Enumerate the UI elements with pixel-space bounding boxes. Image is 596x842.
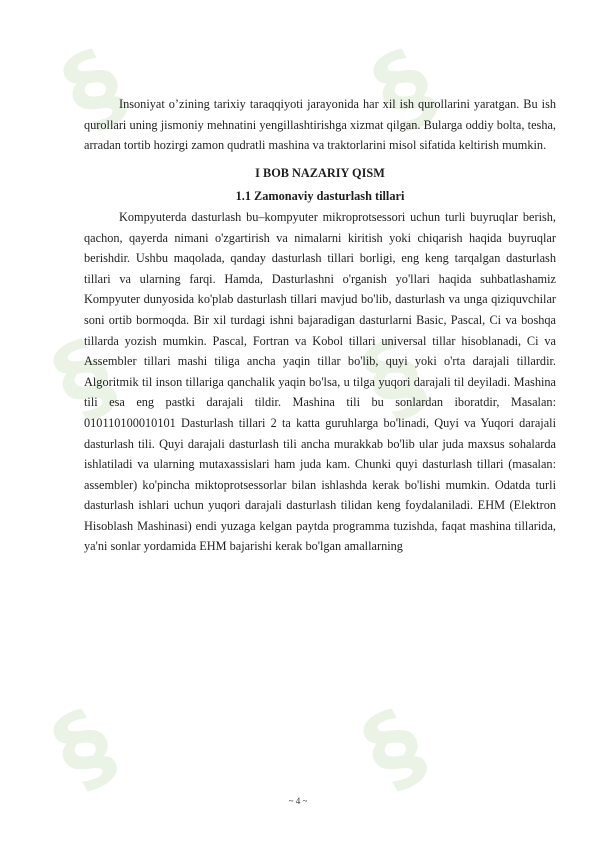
document-body [84, 94, 556, 557]
main-paragraph: Kompyuterda dasturlash bu–kompyuter mikroprotsessori uchun turli buyruqlar berish, qachon, qayerda nimani o'zgartirish va nimalarni kiritish yoki chiqarish haqida buyruqlar berishdir. Ushbu maqolada, qanday dasturlash tillari borligi, eng keng tarqalgan dasturlash tillari va ularning farqi. Hamda, Dasturlashni o'rganish yo'llari haqida suhbatlashamiz Kompyuter dunyosida ko'plab dasturlash tillari mavjud bo'lib, dasturlash va unga qiziquvchilar soni ortib bormoqda. Bir xil turdagi ishni bajaradigan dasturlarni Basic, Pascal, Ci va boshqa tillarda yozish mumkin. Pascal, Fortran va Kobol tillari universal tillar hisoblanadi, Ci va Assembler tillari mashi tiliga ancha yaqin tillar bo'lib, quyi yoki o'rta darajali tillardir. Algoritmik til inson tillariga qanchalik yaqin bo'lsa, u tilga yuqori darajali til deyiladi. Mashina tili esa eng pastki darajali tildir. Mashina tili bu sonlardan iboratdir, Masalan: 010110100010101 Dasturlash tillari 2 ta katta guruhlarga bo'linadi, Quyi va Yuqori darajali dasturlash tili. Quyi darajali dasturlash tili ancha murakkab bo'lib ular juda maxsus sohalarda ishlatiladi va ularning mutaxassislari ham juda kam. Chunki quyi dasturlash tillari (masalan: assembler) ko'pincha miktoprotsessorlar bilan ishlashda kerak bo'lishi mumkin. Odatda turli dasturlash ishlari uchun yuqori darajali dasturlash tilidan keng foydalaniladi. EHM (Elektron Hisoblash Mashinasi) endi yuzaga kelgan paytda programma tuzishda, faqat mashina tillarida, ya'ni sonlar yordamida EHM bajarishi kerak bo'lgan amallarning [84, 209, 556, 554]
section-title: I BOB NAZARIY QISM [255, 165, 385, 180]
page-number: ~ 4 ~ [288, 796, 308, 806]
intro-paragraph: Insoniyat o’zining tarixiy taraqqiyoti jarayonida har xil ish qurollarini yaratgan. Bu ish qurollari uning jismoniy mehnatini yengillashtirishga xizmat qilgan. Bularga oddiy bolta, tesha, arradan tortib hozirgi zamon qudratli mashina va traktorlarini misol sifatida keltirish mumkin. [84, 97, 556, 153]
subsection-title: 1.1 Zamonaviy dasturlash tillari [235, 189, 405, 204]
